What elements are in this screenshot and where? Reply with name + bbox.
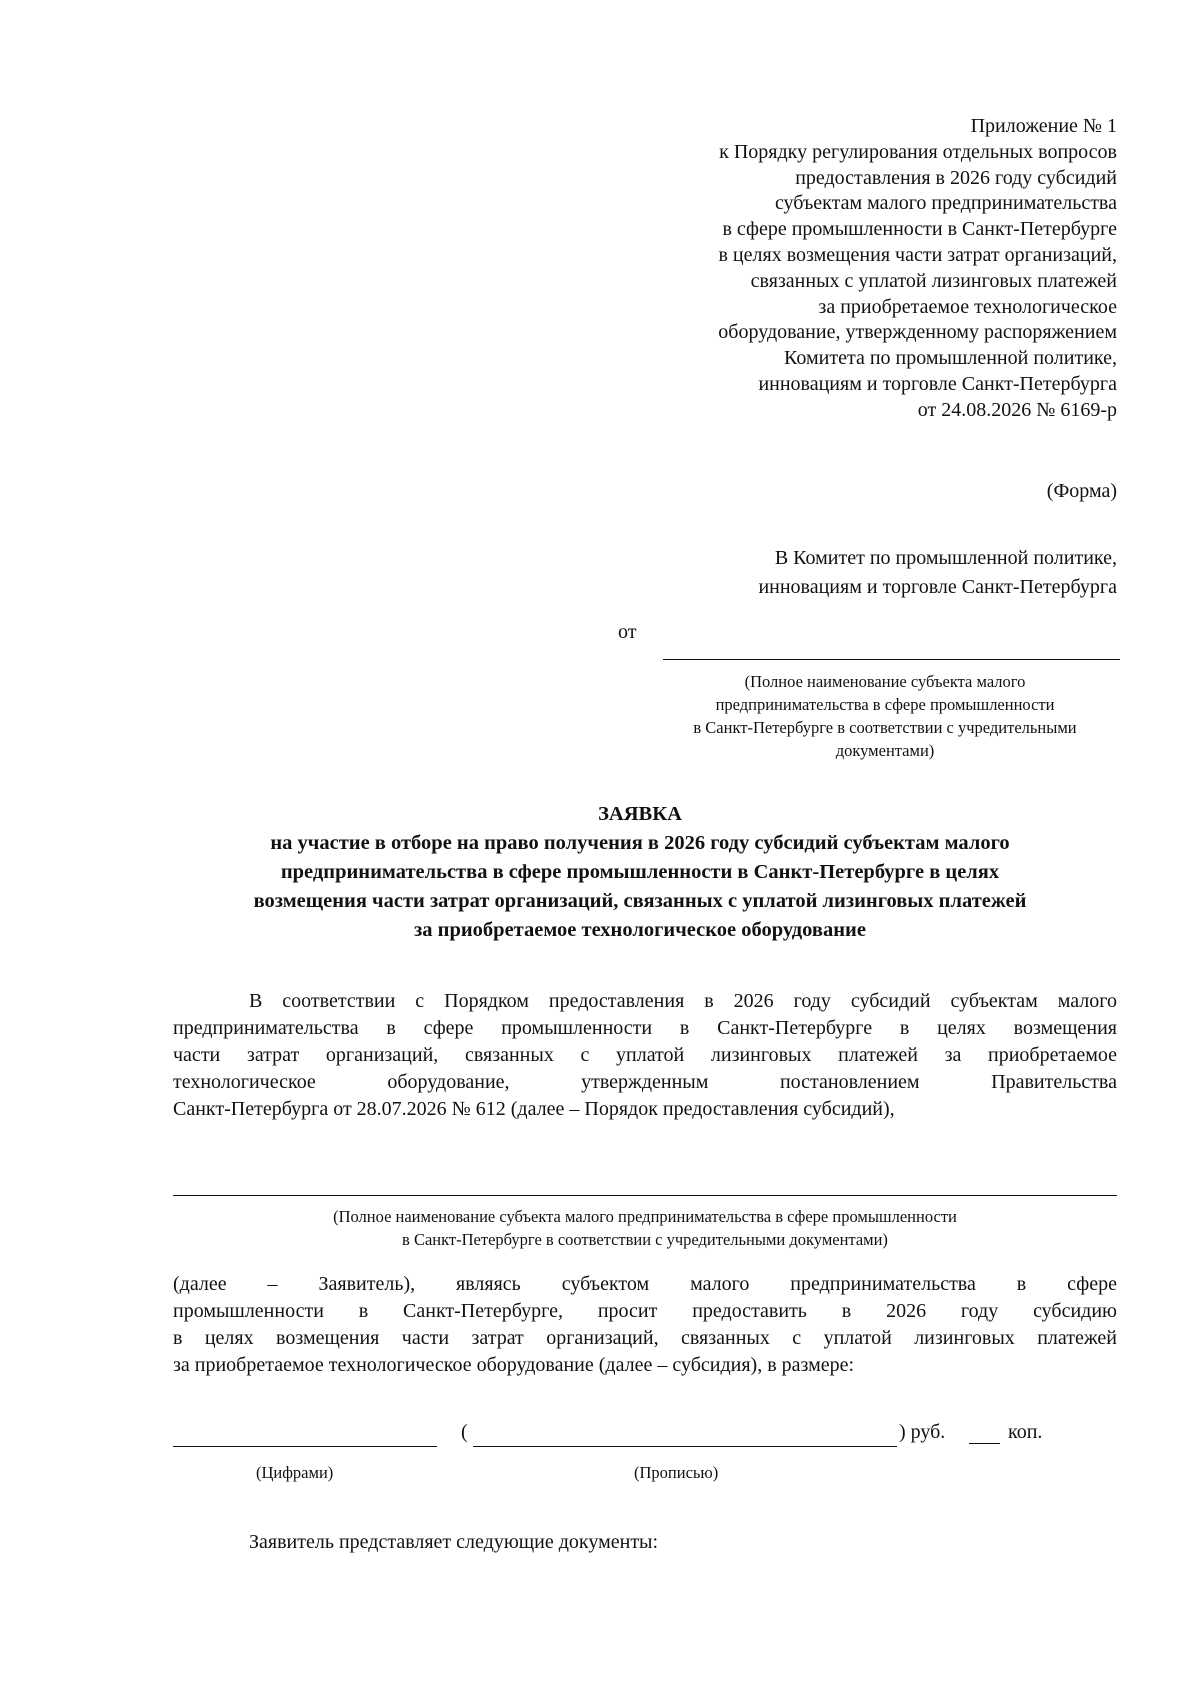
appendix-line: связанных с уплатой лизинговых платежей [750, 269, 1117, 292]
amount-rub-label: ) руб. [899, 1421, 946, 1443]
amount-words-caption: (Прописью) [634, 1463, 719, 1482]
appendix-line: Приложение № 1 [970, 115, 1117, 137]
title-line: на участие в отборе на право получения в 2026 году субсидий субъектам малого [270, 832, 1010, 854]
caption-line: документами) [835, 741, 935, 760]
appendix-line: к Порядку регулирования отдельных вопросов [719, 140, 1117, 163]
intro-paragraph [173, 988, 1117, 1123]
caption-line: предпринимательства в сфере промышленности [715, 695, 1055, 714]
paragraph-line: в целях возмещения части затрат организаций, связанных с уплатой лизинговых платежей [173, 1327, 1117, 1349]
request-paragraph [173, 1271, 1117, 1379]
paragraph-line: промышленности в Санкт-Петербурге, просит предоставить в 2026 году субсидию [173, 1300, 1117, 1322]
title-line: возмещения части затрат организаций, связанных с уплатой лизинговых платежей [253, 890, 1027, 912]
from-field-line[interactable] [663, 659, 1120, 660]
form-mark: (Форма) [1046, 480, 1117, 502]
document-title [150, 800, 1130, 945]
title-heading: ЗАЯВКА [598, 803, 682, 825]
from-label: от [618, 621, 637, 643]
appendix-line: инновациям и торговле Санкт-Петербурга [758, 372, 1117, 395]
applicant-name-caption [173, 1205, 1117, 1251]
paragraph-line: Санкт-Петербурга от 28.07.2026 № 612 (далее – Порядок предоставления субсидий), [173, 1098, 895, 1120]
amount-kop-label: коп. [1008, 1421, 1043, 1443]
caption-line: в Санкт-Петербурге в соответствии с учредительными документами) [402, 1230, 888, 1249]
appendix-line: в целях возмещения части затрат организаций, [718, 243, 1117, 266]
paragraph-line: за приобретаемое технологическое оборудование (далее – субсидия), в размере: [173, 1354, 855, 1376]
from-caption [630, 670, 1140, 762]
amount-kop-line[interactable] [969, 1443, 1000, 1444]
amount-words-line[interactable] [473, 1446, 897, 1447]
paragraph-line: технологическое оборудование, утвержденным постановлением Правительства [173, 1071, 1117, 1093]
paragraph-line: (далее – Заявитель), являясь субъектом малого предпринимательства в сфере [173, 1273, 1117, 1295]
applicant-name-line[interactable] [173, 1195, 1117, 1196]
appendix-line: в сфере промышленности в Санкт-Петербурге [722, 218, 1117, 241]
appendix-line: субъектам малого предпринимательства [774, 192, 1117, 215]
amount-digits-line[interactable] [173, 1446, 437, 1447]
amount-digits-caption: (Цифрами) [256, 1463, 334, 1482]
appendix-line: предоставления в 2026 году субсидий [795, 166, 1117, 189]
amount-open-paren: ( [461, 1421, 468, 1443]
addressee-block [758, 544, 1117, 602]
appendix-line: от 24.08.2026 № 6169-р [917, 398, 1117, 421]
paragraph-line: В соответствии с Порядком предоставления в 2026 году субсидий субъектам малого [249, 990, 1117, 1012]
appendix-block [718, 114, 1117, 424]
caption-line: (Полное наименование субъекта малого [744, 672, 1026, 691]
title-line: за приобретаемое технологическое оборудование [414, 919, 866, 941]
documents-intro: Заявитель представляет следующие документы: [249, 1531, 659, 1553]
appendix-line: оборудование, утвержденному распоряжением [718, 321, 1117, 344]
appendix-line: Комитета по промышленной политике, [784, 347, 1117, 370]
addressee-line: инновациям и торговле Санкт-Петербурга [758, 576, 1117, 598]
caption-line: в Санкт-Петербурге в соответствии с учредительными [693, 718, 1077, 737]
addressee-line: В Комитет по промышленной политике, [774, 547, 1117, 569]
caption-line: (Полное наименование субъекта малого предпринимательства в сфере промышленности [333, 1207, 957, 1226]
appendix-line: за приобретаемое технологическое [818, 295, 1117, 318]
title-line: предпринимательства в сфере промышленности в Санкт-Петербурге в целях [280, 861, 1000, 883]
paragraph-line: предпринимательства в сфере промышленности в Санкт-Петербурге в целях возмещения [173, 1017, 1117, 1039]
paragraph-line: части затрат организаций, связанных с уплатой лизинговых платежей за приобретаемое [173, 1044, 1117, 1066]
